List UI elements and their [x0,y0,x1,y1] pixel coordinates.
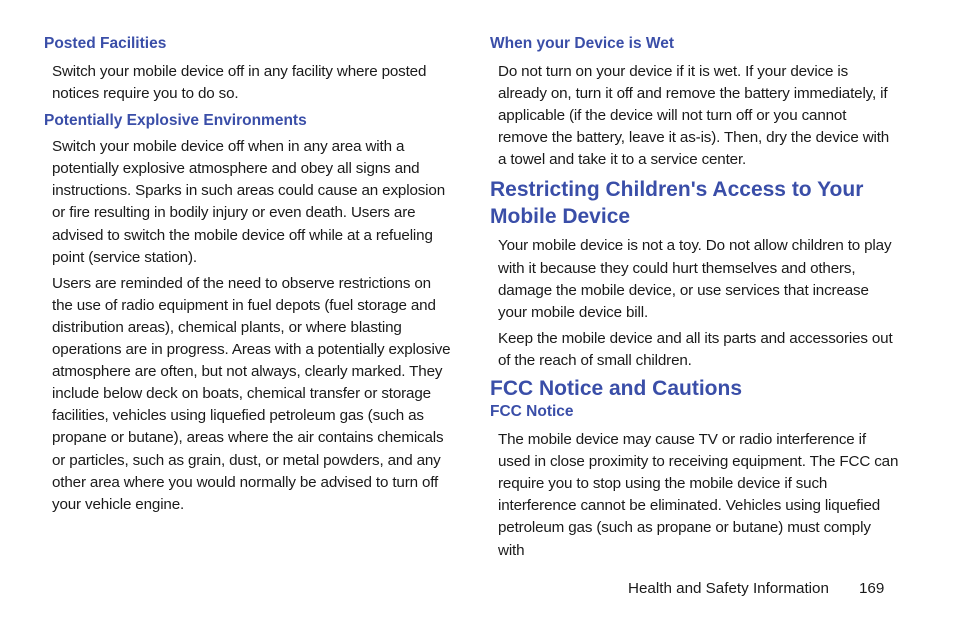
children-access-text-1: Your mobile device is not a toy. Do not allow children to play with it because they could hurt themselves and others, damage the mobile device, or use services that increase your mobile device bill. [498,237,892,321]
page-number: 169 [858,580,885,597]
children-access-heading: Restricting Children's Access to Your Mobile Device [490,178,864,229]
posted-facilities-heading: Posted Facilities [44,35,167,52]
device-wet-text: Do not turn on your device if it is wet. If your device is already on, turn it off and remove the battery immediately, if applicable (if the device will not turn off or you cannot remove the battery, leave it as-is). Then, dry the device with a towel and take it to a service center. [498,63,890,169]
posted-facilities-text: Switch your mobile device off in any facility where posted notices require you to do so. [52,63,427,103]
explosive-environments-heading: Potentially Explosive Environments [44,112,307,130]
page-footer [628,578,884,600]
children-access-text-2: Keep the mobile device and all its parts and accessories out of the reach of small children. [498,329,893,369]
device-wet-heading: When your Device is Wet [490,35,675,52]
footer-section-title: Health and Safety Information [628,580,829,597]
fcc-heading: FCC Notice and Cautions [490,377,743,401]
right-column [490,34,900,562]
explosive-environments-text-1: Switch your mobile device off when in any area with a potentially explosive atmosphere and obey all signs and instructions. Sparks in such areas could cause an explosion or fire resulting in bodily injury or even death. Users are advised to switch the mobile device off while at a refueling point (service station). [52,138,445,266]
explosive-environments-text-2: Users are reminded of the need to observe restrictions on the use of radio equipment in fuel depots (fuel storage and distribution areas), chemical plants, or where blasting operations are in progress. Areas with a potentially explosive atmosphere are often, but not always, clearly marked. They include below deck on boats, chemical transfer or storage facilities, vehicles using liquefied petroleum gas (such as propane or butane), areas where the air contains chemicals or particles, such as grain, dust, or metal powders, and any other area where you would normally be advised to turn off your vehicle engine. [52,274,451,513]
fcc-text: The mobile device may cause TV or radio interference if used in close proximity to receiving equipment. The FCC can require you to stop using the mobile device if such interference cannot be eliminated. Vehicles using liquefied petroleum gas (such as propane or butane) must comply with [498,431,899,559]
fcc-subheading: FCC Notice [490,403,574,421]
left-column [44,34,454,516]
